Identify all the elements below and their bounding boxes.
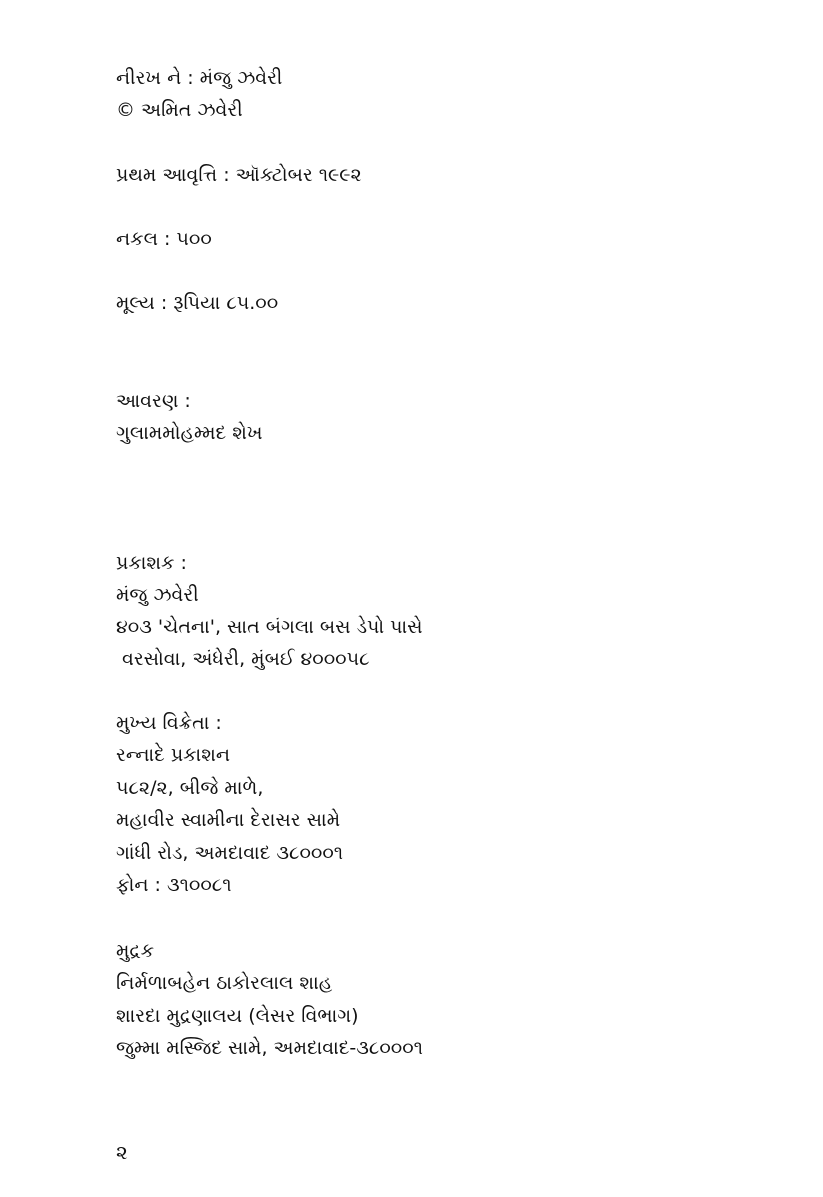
publisher-address-line1: ૪૦૩ 'ચેતના', સાત બંગલા બસ ડેપો પાસે <box>116 616 423 638</box>
printer-label: મુદ્રક <box>116 940 155 962</box>
edition-line: પ્રથમ આવૃત્તિ : ઑક્ટોબર ૧૯૯૨ <box>116 164 362 186</box>
distributor-name: રન્નાદે પ્રકાશન <box>116 744 231 766</box>
copies-line: નકલ : ૫૦૦ <box>116 228 212 250</box>
printer-name: નિર્મળાબહેન ઠાકોરલાલ શાહ <box>116 972 333 994</box>
price-line: મૂલ્ય : રૂપિયા ૮૫.૦૦ <box>116 292 279 314</box>
page-number: ૨ <box>116 1140 128 1164</box>
copyright-line: © અમિત ઝવેરી <box>116 99 243 121</box>
distributor-address-line1: ૫૮૨/૨, બીજે માળે, <box>116 777 264 799</box>
printer-address: જુમ્મા મસ્જિદ સામે, અમદાવાદ-૩૮૦૦૦૧ <box>116 1037 423 1059</box>
distributor-label: મુખ્ય વિક્રેતા : <box>116 712 222 734</box>
distributor-phone: ફોન : ૩૧૦૦૮૧ <box>116 874 232 896</box>
dedication-line: નીરખ ને : મંજુ ઝવેરી <box>116 67 283 89</box>
publisher-address-line2: વરસોવા, અંધેરી, મુંબઈ ૪૦૦૦૫૮ <box>122 648 370 670</box>
publisher-label: પ્રકાશક : <box>116 552 187 574</box>
distributor-address-line3: ગાંધી રોડ, અમદાવાદ ૩૮૦૦૦૧ <box>116 842 344 864</box>
publisher-name: મંજુ ઝવેરી <box>116 584 199 606</box>
cover-artist: ગુલામમોહમ્મદ શેખ <box>116 422 263 444</box>
printer-press: શારદા મુદ્રણાલય (લેસર વિભાગ) <box>116 1005 359 1027</box>
distributor-address-line2: મહાવીર સ્વામીના દેરાસર સામે <box>116 809 341 831</box>
cover-label: આવરણ : <box>116 390 191 412</box>
